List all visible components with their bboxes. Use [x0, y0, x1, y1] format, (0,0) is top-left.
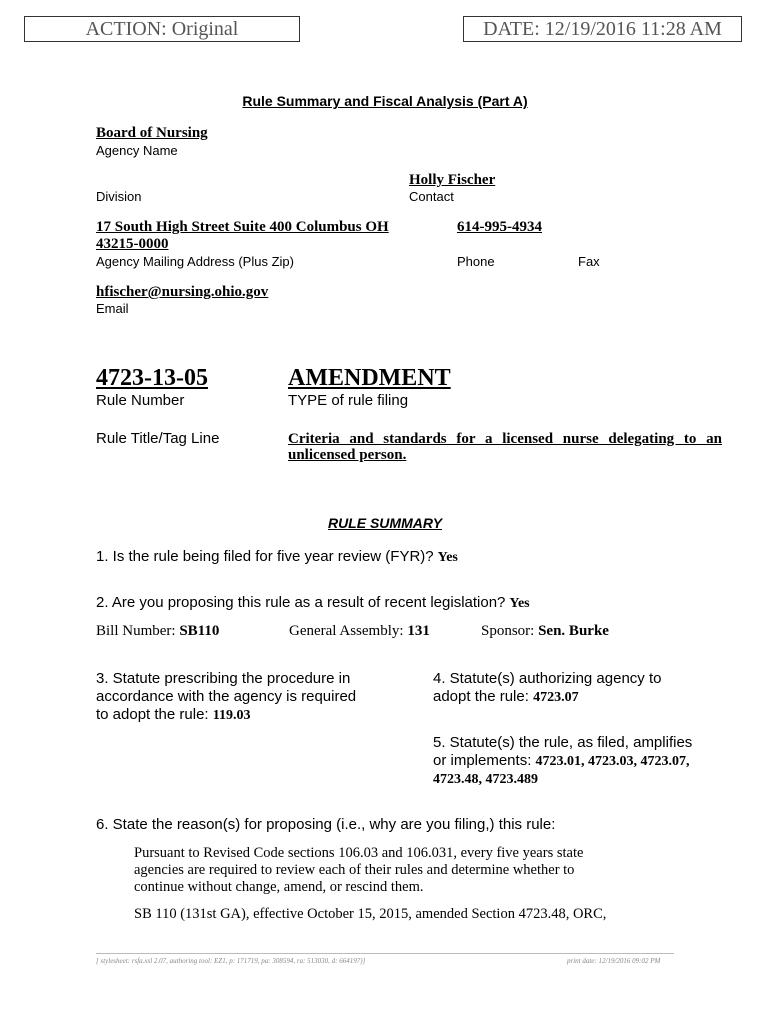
q5-answer-line1: 4723.01, 4723.03, 4723.07,	[535, 754, 690, 769]
q6-text: 6. State the reason(s) for proposing (i.e., why are you filing,) this rule:	[96, 816, 556, 833]
footer-divider	[96, 953, 674, 954]
q4	[433, 670, 661, 707]
footer-right: print date: 12/19/2016 09:02 PM	[567, 957, 661, 965]
q5-line1: 5. Statute(s) the rule, as filed, amplifies	[433, 734, 693, 751]
address-line2: 43215-0000	[96, 236, 169, 252]
q3	[96, 670, 356, 725]
q6-para2-line1: SB 110 (131st GA), effective October 15, 2015, amended Section 4723.48, ORC,	[134, 906, 607, 922]
rule-type-value: AMENDMENT	[288, 365, 451, 391]
q5	[433, 734, 692, 789]
q1	[96, 548, 458, 566]
general-assembly	[289, 623, 430, 640]
rule-number-label: Rule Number	[96, 392, 185, 409]
q2-answer: Yes	[509, 596, 530, 611]
address-line1: 17 South High Street Suite 400 Columbus OH	[96, 219, 389, 235]
rule-summary-heading: RULE SUMMARY	[327, 515, 443, 531]
q4-answer: 4723.07	[533, 690, 579, 705]
q6-para1-line2: agencies are required to review each of their rules and determine whether to	[134, 862, 575, 878]
phone-label: Phone	[457, 254, 495, 269]
q6-paragraph-1	[134, 845, 583, 896]
q3-line1: 3. Statute prescribing the procedure in	[96, 670, 351, 687]
action-text: ACTION: Original	[85, 18, 239, 40]
q3-line2: accordance with the agency is required	[96, 688, 357, 705]
q4-line2: adopt the rule:	[433, 688, 529, 705]
action-box	[24, 16, 300, 42]
sponsor-value: Sen. Burke	[538, 623, 609, 639]
rule-title-line1: Criteria and standards for a licensed nurse delegating to an	[288, 431, 722, 447]
date-box	[463, 16, 742, 42]
q5-line2: or implements:	[433, 752, 532, 769]
address-label: Agency Mailing Address (Plus Zip)	[96, 254, 294, 269]
q6-para1-line3: continue without change, amend, or rescind them.	[134, 879, 424, 895]
date-text: DATE: 12/19/2016 11:28 AM	[483, 18, 722, 40]
q3-answer: 119.03	[212, 708, 251, 723]
email-value: hfischer@nursing.ohio.gov	[96, 284, 269, 300]
rule-type-label: TYPE of rule filing	[288, 392, 409, 409]
agency-name-label: Agency Name	[96, 143, 178, 158]
email-label: Email	[96, 301, 129, 316]
sponsor	[481, 623, 609, 640]
footer-left: [ stylesheet: rsfa.xsl 2.07, authoring tool: EZ1, p: 171719, pa: 308594, ra: 513030, d: 664197)]	[96, 957, 366, 965]
bill-number	[96, 623, 219, 640]
rule-title-line2: unlicensed person.	[288, 447, 407, 463]
sponsor-label: Sponsor:	[481, 623, 535, 639]
ga-value: 131	[407, 623, 430, 639]
q6-para1-line1: Pursuant to Revised Code sections 106.03 and 106.031, every five years state	[134, 845, 584, 861]
bill-label: Bill Number:	[96, 623, 176, 639]
division-label: Division	[96, 189, 142, 204]
agency-name-value: Board of Nursing	[96, 125, 208, 141]
q1-text: 1. Is the rule being filed for five year review (FYR)?	[96, 548, 434, 565]
rule-title-label: Rule Title/Tag Line	[96, 430, 220, 447]
phone-value: 614-995-4934	[457, 219, 542, 235]
bill-value: SB110	[179, 623, 220, 639]
fax-label: Fax	[578, 254, 600, 269]
contact-label: Contact	[409, 189, 454, 204]
rule-number-value: 4723-13-05	[96, 365, 208, 391]
q5-answer-line2: 4723.48, 4723.489	[433, 772, 538, 787]
q4-line1: 4. Statute(s) authorizing agency to	[433, 670, 662, 687]
ga-label: General Assembly:	[289, 623, 404, 639]
contact-value: Holly Fischer	[409, 172, 496, 188]
q1-answer: Yes	[437, 550, 458, 565]
q3-line3: to adopt the rule:	[96, 706, 209, 723]
page-title: Rule Summary and Fiscal Analysis (Part A)	[242, 93, 528, 109]
q2-text: 2. Are you proposing this rule as a result of recent legislation?	[96, 594, 506, 611]
q2	[96, 594, 530, 612]
